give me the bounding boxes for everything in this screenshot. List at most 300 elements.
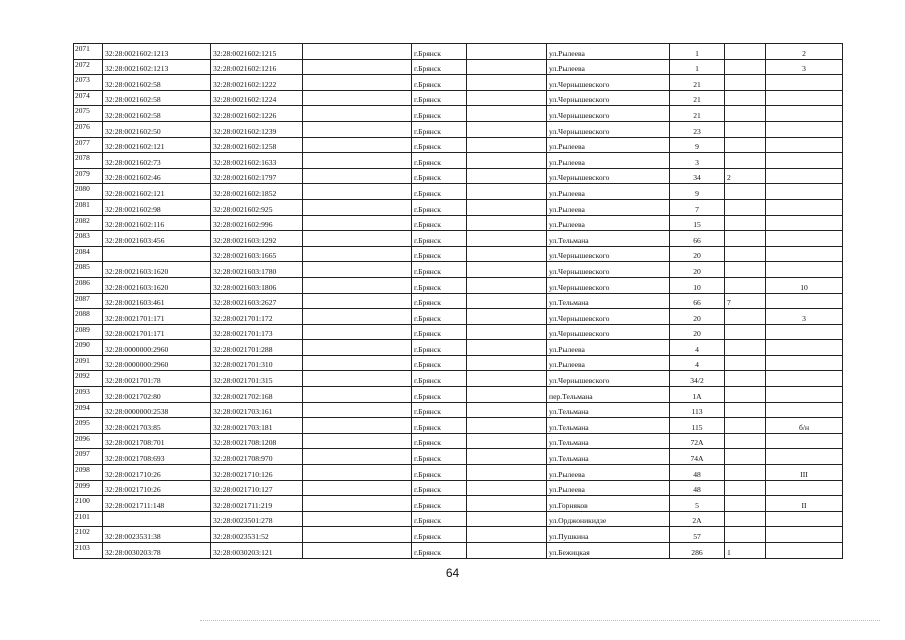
building-number-cell: 32:28:0021602:1215: [211, 44, 303, 60]
apartment-cell: [766, 262, 843, 278]
street-cell: ул.Чернышевского: [547, 324, 670, 340]
building-number-cell: 32:28:0021602:1852: [211, 184, 303, 200]
building-number-cell: 32:28:0021701:310: [211, 355, 303, 371]
building-number-cell: 32:28:0021602:1239: [211, 121, 303, 137]
street-cell: ул.Чернышевского: [547, 309, 670, 325]
building-number-cell: 32:28:0021602:1224: [211, 90, 303, 106]
apartment-cell: [766, 153, 843, 169]
empty-cell: [467, 355, 547, 371]
house-number-cell: 5: [670, 496, 725, 512]
building-extra-cell: [725, 402, 766, 418]
street-cell: ул.Рылеева: [547, 44, 670, 60]
street-cell: ул.Тельмана: [547, 449, 670, 465]
parcel-number-cell: 32:28:0021708:693: [103, 449, 211, 465]
parcel-number-cell: 32:28:0021602:1213: [103, 59, 211, 75]
house-number-cell: 21: [670, 90, 725, 106]
building-extra-cell: [725, 340, 766, 356]
table-row: [74, 246, 843, 262]
empty-cell: [303, 153, 412, 169]
table-row: [74, 231, 843, 247]
city-cell: г.Брянск: [412, 418, 467, 434]
parcel-number-cell: 32:28:0021701:171: [103, 324, 211, 340]
table-row: [74, 59, 843, 75]
row-number-cell: 2080: [74, 184, 103, 200]
empty-cell: [467, 215, 547, 231]
parcel-number-cell: 32:28:0021708:701: [103, 433, 211, 449]
street-cell: ул.Тельмана: [547, 418, 670, 434]
street-cell: ул.Тельмана: [547, 231, 670, 247]
apartment-cell: [766, 293, 843, 309]
apartment-cell: [766, 246, 843, 262]
empty-cell: [303, 75, 412, 91]
row-number-cell: 2073: [74, 75, 103, 91]
table-row: [74, 355, 843, 371]
row-number-cell: 2099: [74, 480, 103, 496]
house-number-cell: 21: [670, 106, 725, 122]
city-cell: г.Брянск: [412, 121, 467, 137]
building-extra-cell: [725, 246, 766, 262]
empty-cell: [467, 324, 547, 340]
table-row: [74, 90, 843, 106]
empty-cell: [303, 496, 412, 512]
apartment-cell: [766, 527, 843, 543]
table-row: [74, 121, 843, 137]
house-number-cell: 9: [670, 184, 725, 200]
parcel-number-cell: 32:28:0021602:50: [103, 121, 211, 137]
empty-cell: [467, 277, 547, 293]
table-row: [74, 293, 843, 309]
apartment-cell: [766, 449, 843, 465]
apartment-cell: [766, 90, 843, 106]
house-number-cell: 2А: [670, 511, 725, 527]
parcel-number-cell: [103, 511, 211, 527]
house-number-cell: 113: [670, 402, 725, 418]
city-cell: г.Брянск: [412, 387, 467, 403]
street-cell: пер.Тельмана: [547, 387, 670, 403]
empty-cell: [467, 387, 547, 403]
apartment-cell: [766, 75, 843, 91]
city-cell: г.Брянск: [412, 215, 467, 231]
apartment-cell: [766, 340, 843, 356]
city-cell: г.Брянск: [412, 262, 467, 278]
row-number-cell: 2092: [74, 371, 103, 387]
building-extra-cell: [725, 75, 766, 91]
apartment-cell: 3: [766, 309, 843, 325]
building-number-cell: 32:28:0021602:1797: [211, 168, 303, 184]
building-extra-cell: 1: [725, 543, 766, 559]
parcel-number-cell: 32:28:0021602:121: [103, 184, 211, 200]
empty-cell: [303, 449, 412, 465]
parcel-number-cell: 32:28:0021702:80: [103, 387, 211, 403]
page-number: 64: [445, 566, 460, 580]
street-cell: ул.Рылеева: [547, 215, 670, 231]
street-cell: ул.Чернышевского: [547, 262, 670, 278]
empty-cell: [303, 355, 412, 371]
building-extra-cell: 2: [725, 168, 766, 184]
apartment-cell: [766, 402, 843, 418]
empty-cell: [303, 90, 412, 106]
empty-cell: [467, 106, 547, 122]
city-cell: г.Брянск: [412, 75, 467, 91]
street-cell: ул.Чернышевского: [547, 106, 670, 122]
house-number-cell: 72А: [670, 433, 725, 449]
house-number-cell: 15: [670, 215, 725, 231]
building-number-cell: 32:28:0021602:1226: [211, 106, 303, 122]
table-row: [74, 44, 843, 60]
empty-cell: [467, 153, 547, 169]
parcel-number-cell: 32:28:0021602:98: [103, 199, 211, 215]
building-extra-cell: [725, 418, 766, 434]
parcel-number-cell: 32:28:0021602:58: [103, 106, 211, 122]
house-number-cell: 286: [670, 543, 725, 559]
empty-cell: [467, 433, 547, 449]
row-number-cell: 2095: [74, 418, 103, 434]
empty-cell: [467, 402, 547, 418]
empty-cell: [467, 418, 547, 434]
city-cell: г.Брянск: [412, 449, 467, 465]
table-row: [74, 153, 843, 169]
parcel-number-cell: 32:28:0021703:85: [103, 418, 211, 434]
apartment-cell: 3: [766, 59, 843, 75]
house-number-cell: 4: [670, 355, 725, 371]
empty-cell: [303, 480, 412, 496]
building-extra-cell: [725, 262, 766, 278]
empty-cell: [303, 543, 412, 559]
empty-cell: [303, 59, 412, 75]
empty-cell: [303, 340, 412, 356]
city-cell: г.Брянск: [412, 293, 467, 309]
house-number-cell: 1: [670, 59, 725, 75]
building-extra-cell: [725, 324, 766, 340]
table-row: [74, 340, 843, 356]
city-cell: г.Брянск: [412, 511, 467, 527]
empty-cell: [467, 137, 547, 153]
city-cell: г.Брянск: [412, 465, 467, 481]
city-cell: г.Брянск: [412, 543, 467, 559]
registry-sheet: [73, 43, 843, 559]
city-cell: г.Брянск: [412, 199, 467, 215]
building-number-cell: 32:28:0021703:181: [211, 418, 303, 434]
empty-cell: [467, 168, 547, 184]
row-number-cell: 2102: [74, 527, 103, 543]
table-row: [74, 184, 843, 200]
empty-cell: [303, 121, 412, 137]
empty-cell: [303, 277, 412, 293]
empty-cell: [467, 59, 547, 75]
table-row: [74, 527, 843, 543]
parcel-number-cell: 32:28:0000000:2960: [103, 355, 211, 371]
row-number-cell: 2083: [74, 231, 103, 247]
row-number-cell: 2096: [74, 433, 103, 449]
building-extra-cell: 7: [725, 293, 766, 309]
empty-cell: [303, 511, 412, 527]
city-cell: г.Брянск: [412, 184, 467, 200]
row-number-cell: 2074: [74, 90, 103, 106]
building-extra-cell: [725, 90, 766, 106]
empty-cell: [303, 184, 412, 200]
building-extra-cell: [725, 433, 766, 449]
building-number-cell: 32:28:0021708:970: [211, 449, 303, 465]
row-number-cell: 2075: [74, 106, 103, 122]
registry-table: [73, 43, 843, 559]
house-number-cell: 23: [670, 121, 725, 137]
city-cell: г.Брянск: [412, 433, 467, 449]
building-number-cell: 32:28:0021711:219: [211, 496, 303, 512]
city-cell: г.Брянск: [412, 371, 467, 387]
house-number-cell: 20: [670, 309, 725, 325]
apartment-cell: [766, 137, 843, 153]
row-number-cell: 2089: [74, 324, 103, 340]
apartment-cell: [766, 371, 843, 387]
street-cell: ул.Рылеева: [547, 199, 670, 215]
house-number-cell: 10: [670, 277, 725, 293]
street-cell: ул.Рылеева: [547, 465, 670, 481]
house-number-cell: 34/2: [670, 371, 725, 387]
parcel-number-cell: 32:28:0023531:38: [103, 527, 211, 543]
street-cell: ул.Рылеева: [547, 59, 670, 75]
building-number-cell: 32:28:0021603:1780: [211, 262, 303, 278]
table-row: [74, 324, 843, 340]
street-cell: ул.Чернышевского: [547, 371, 670, 387]
building-number-cell: 32:28:0021602:996: [211, 215, 303, 231]
street-cell: ул.Пушкина: [547, 527, 670, 543]
empty-cell: [467, 527, 547, 543]
table-row: [74, 75, 843, 91]
city-cell: г.Брянск: [412, 496, 467, 512]
row-number-cell: 2086: [74, 277, 103, 293]
house-number-cell: 20: [670, 262, 725, 278]
parcel-number-cell: 32:28:0021602:46: [103, 168, 211, 184]
building-number-cell: 32:28:0021603:2627: [211, 293, 303, 309]
street-cell: ул.Рылеева: [547, 153, 670, 169]
apartment-cell: [766, 215, 843, 231]
parcel-number-cell: 32:28:0000000:2960: [103, 340, 211, 356]
row-number-cell: 2084: [74, 246, 103, 262]
apartment-cell: 2: [766, 44, 843, 60]
row-number-cell: 2076: [74, 121, 103, 137]
apartment-cell: [766, 480, 843, 496]
parcel-number-cell: [103, 246, 211, 262]
building-extra-cell: [725, 496, 766, 512]
empty-cell: [303, 168, 412, 184]
table-row: [74, 449, 843, 465]
building-number-cell: 32:28:0021603:1806: [211, 277, 303, 293]
parcel-number-cell: 32:28:0021602:73: [103, 153, 211, 169]
empty-cell: [303, 262, 412, 278]
street-cell: ул.Чернышевского: [547, 246, 670, 262]
apartment-cell: [766, 184, 843, 200]
city-cell: г.Брянск: [412, 480, 467, 496]
row-number-cell: 2081: [74, 199, 103, 215]
row-number-cell: 2071: [74, 44, 103, 60]
street-cell: ул.Рылеева: [547, 355, 670, 371]
building-number-cell: 32:28:0021708:1208: [211, 433, 303, 449]
parcel-number-cell: 32:28:0021711:148: [103, 496, 211, 512]
empty-cell: [467, 90, 547, 106]
apartment-cell: II: [766, 496, 843, 512]
table-row: [74, 465, 843, 481]
street-cell: ул.Рылеева: [547, 184, 670, 200]
empty-cell: [467, 75, 547, 91]
building-number-cell: 32:28:0021710:126: [211, 465, 303, 481]
house-number-cell: 57: [670, 527, 725, 543]
building-number-cell: 32:28:0021602:1633: [211, 153, 303, 169]
empty-cell: [303, 44, 412, 60]
row-number-cell: 2094: [74, 402, 103, 418]
city-cell: г.Брянск: [412, 137, 467, 153]
house-number-cell: 66: [670, 231, 725, 247]
row-number-cell: 2103: [74, 543, 103, 559]
parcel-number-cell: 32:28:0030203:78: [103, 543, 211, 559]
building-extra-cell: [725, 44, 766, 60]
parcel-number-cell: 32:28:0021602:121: [103, 137, 211, 153]
row-number-cell: 2091: [74, 355, 103, 371]
empty-cell: [467, 496, 547, 512]
empty-cell: [303, 215, 412, 231]
apartment-cell: [766, 168, 843, 184]
house-number-cell: 21: [670, 75, 725, 91]
apartment-cell: [766, 543, 843, 559]
building-extra-cell: [725, 527, 766, 543]
table-row: [74, 309, 843, 325]
street-cell: ул.Чернышевского: [547, 277, 670, 293]
empty-cell: [303, 106, 412, 122]
empty-cell: [303, 371, 412, 387]
table-row: [74, 106, 843, 122]
building-extra-cell: [725, 480, 766, 496]
parcel-number-cell: 32:28:0021603:456: [103, 231, 211, 247]
empty-cell: [467, 309, 547, 325]
row-number-cell: 2085: [74, 262, 103, 278]
house-number-cell: 34: [670, 168, 725, 184]
empty-cell: [467, 480, 547, 496]
apartment-cell: [766, 199, 843, 215]
street-cell: ул.Бежицкая: [547, 543, 670, 559]
apartment-cell: б/н: [766, 418, 843, 434]
empty-cell: [467, 231, 547, 247]
empty-cell: [303, 433, 412, 449]
table-row: [74, 215, 843, 231]
empty-cell: [303, 527, 412, 543]
table-row: [74, 402, 843, 418]
empty-cell: [303, 387, 412, 403]
house-number-cell: 48: [670, 480, 725, 496]
empty-cell: [303, 309, 412, 325]
street-cell: ул.Чернышевского: [547, 168, 670, 184]
building-extra-cell: [725, 137, 766, 153]
building-extra-cell: [725, 153, 766, 169]
building-extra-cell: [725, 184, 766, 200]
house-number-cell: 9: [670, 137, 725, 153]
city-cell: г.Брянск: [412, 153, 467, 169]
building-extra-cell: [725, 449, 766, 465]
empty-cell: [467, 184, 547, 200]
parcel-number-cell: 32:28:0000000:2538: [103, 402, 211, 418]
scan-artifact-line: [200, 620, 880, 622]
row-number-cell: 2100: [74, 496, 103, 512]
street-cell: ул.Чернышевского: [547, 75, 670, 91]
house-number-cell: 115: [670, 418, 725, 434]
building-number-cell: 32:28:0021702:168: [211, 387, 303, 403]
building-number-cell: 32:28:0021701:173: [211, 324, 303, 340]
parcel-number-cell: 32:28:0021701:78: [103, 371, 211, 387]
apartment-cell: [766, 231, 843, 247]
building-number-cell: 32:28:0021602:1216: [211, 59, 303, 75]
city-cell: г.Брянск: [412, 106, 467, 122]
building-extra-cell: [725, 59, 766, 75]
row-number-cell: 2078: [74, 153, 103, 169]
apartment-cell: [766, 387, 843, 403]
building-number-cell: 32:28:0021603:1665: [211, 246, 303, 262]
row-number-cell: 2101: [74, 511, 103, 527]
empty-cell: [303, 231, 412, 247]
street-cell: ул.Рылеева: [547, 480, 670, 496]
building-number-cell: 32:28:0023531:52: [211, 527, 303, 543]
empty-cell: [467, 44, 547, 60]
table-row: [74, 543, 843, 559]
apartment-cell: [766, 106, 843, 122]
row-number-cell: 2077: [74, 137, 103, 153]
parcel-number-cell: 32:28:0021602:1213: [103, 44, 211, 60]
table-row: [74, 371, 843, 387]
empty-cell: [467, 543, 547, 559]
building-extra-cell: [725, 465, 766, 481]
empty-cell: [303, 137, 412, 153]
empty-cell: [467, 449, 547, 465]
house-number-cell: 7: [670, 199, 725, 215]
city-cell: г.Брянск: [412, 402, 467, 418]
table-row: [74, 262, 843, 278]
building-extra-cell: [725, 309, 766, 325]
street-cell: ул.Тельмана: [547, 433, 670, 449]
table-row: [74, 496, 843, 512]
table-row: [74, 511, 843, 527]
row-number-cell: 2082: [74, 215, 103, 231]
city-cell: г.Брянск: [412, 246, 467, 262]
building-extra-cell: [725, 231, 766, 247]
building-number-cell: 32:28:0021602:1222: [211, 75, 303, 91]
table-row: [74, 418, 843, 434]
parcel-number-cell: 32:28:0021710:26: [103, 465, 211, 481]
building-extra-cell: [725, 371, 766, 387]
apartment-cell: [766, 355, 843, 371]
apartment-cell: [766, 121, 843, 137]
building-number-cell: 32:28:0021602:1258: [211, 137, 303, 153]
house-number-cell: 66: [670, 293, 725, 309]
city-cell: г.Брянск: [412, 340, 467, 356]
building-extra-cell: [725, 199, 766, 215]
table-row: [74, 277, 843, 293]
building-number-cell: 32:28:0030203:121: [211, 543, 303, 559]
table-body: [74, 44, 843, 559]
city-cell: г.Брянск: [412, 324, 467, 340]
empty-cell: [303, 324, 412, 340]
empty-cell: [467, 121, 547, 137]
building-extra-cell: [725, 277, 766, 293]
city-cell: г.Брянск: [412, 231, 467, 247]
city-cell: г.Брянск: [412, 527, 467, 543]
city-cell: г.Брянск: [412, 277, 467, 293]
empty-cell: [303, 418, 412, 434]
empty-cell: [303, 402, 412, 418]
house-number-cell: 20: [670, 324, 725, 340]
parcel-number-cell: 32:28:0021710:26: [103, 480, 211, 496]
street-cell: ул.Тельмана: [547, 402, 670, 418]
building-extra-cell: [725, 215, 766, 231]
building-number-cell: 32:28:0021703:161: [211, 402, 303, 418]
house-number-cell: 74А: [670, 449, 725, 465]
house-number-cell: 4: [670, 340, 725, 356]
